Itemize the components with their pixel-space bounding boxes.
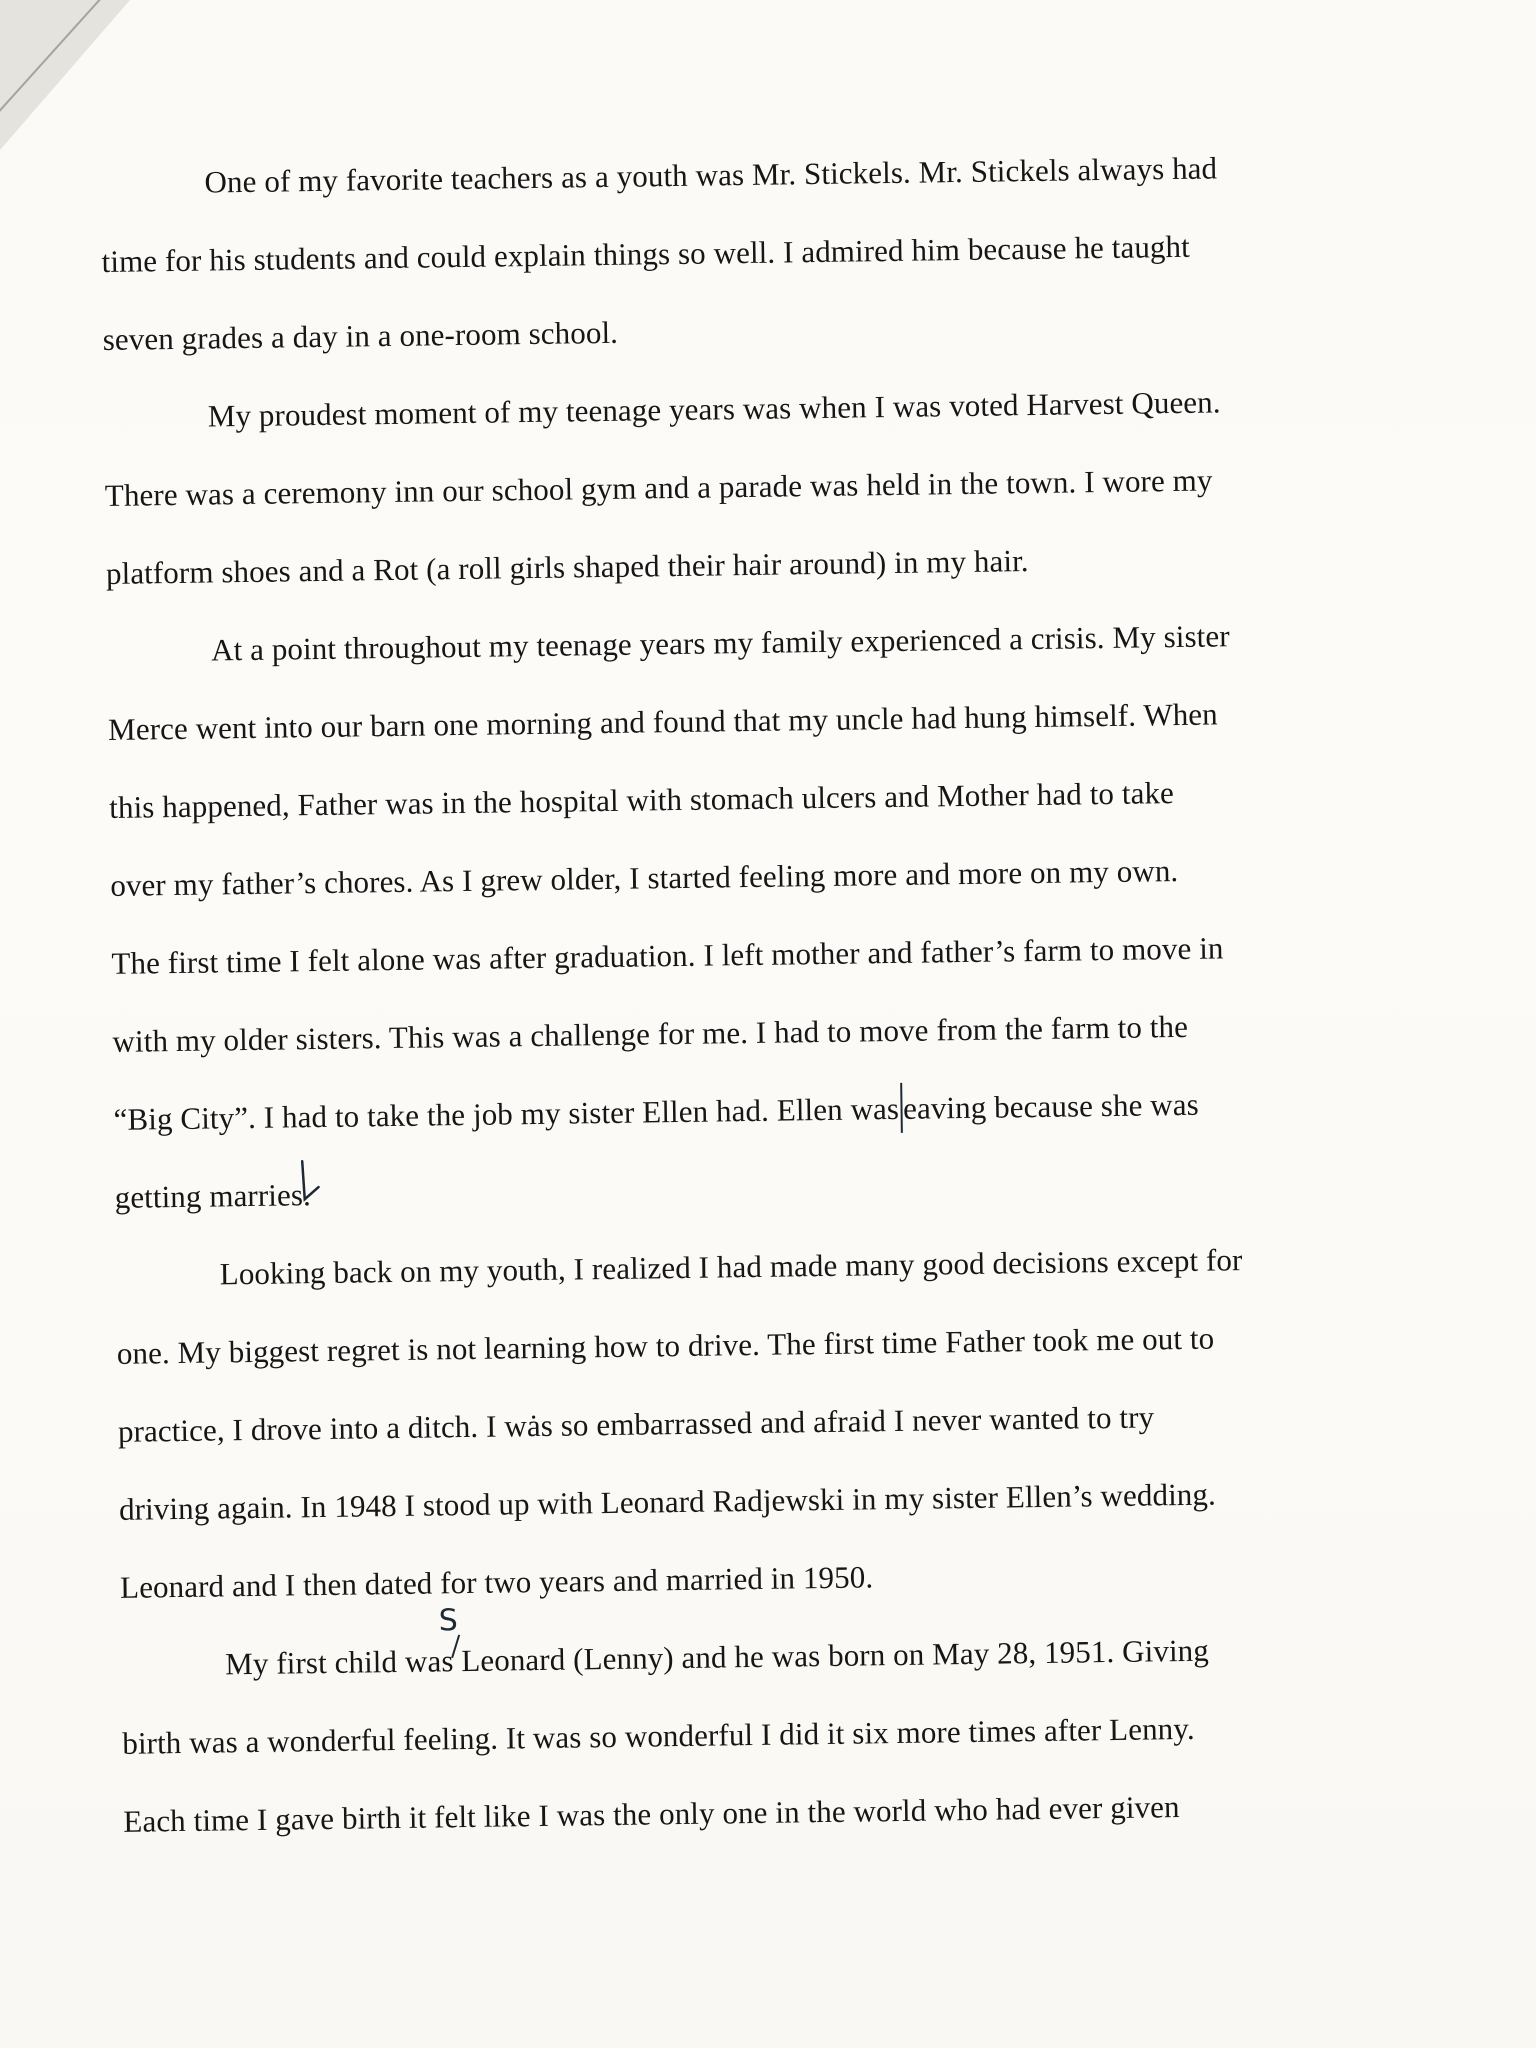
line-text: Each time I gave birth it felt like I was the only one in the world who had ever given [123, 1789, 1180, 1839]
line-text: Merce went into our barn one morning and found that my uncle had hung himself. When [107, 696, 1218, 747]
folded-corner [0, 0, 130, 150]
line-text: One of my favorite teachers as a youth was Mr. Stickels. Mr. Stickels always had [204, 150, 1218, 200]
typed-text-body [100, 127, 1414, 1861]
line-text: Looking back on my youth, I realized I had made many good decisions except for [219, 1242, 1243, 1292]
line-text: “Big City”. I had to take the job my sister Ellen had. Ellen was [113, 1090, 900, 1137]
line-text: time for his students and could explain things so well. I admired him because he taught [101, 228, 1191, 279]
handwritten-correction [438, 1603, 459, 1700]
line-text: birth was a wonderful feeling. It was so wonderful I did it six more times after Lenny. [122, 1710, 1195, 1761]
line-text: one. My biggest regret is not learning how to drive. The first time Father took me out to [116, 1320, 1215, 1371]
line-text: There was a ceremony inn our school gym and a parade was held in the town. I wore my [104, 462, 1213, 513]
line-text: driving again. In 1948 I stood up with Leonard Radjewski in my sister Ellen’s wedding. [118, 1476, 1217, 1527]
line-text: My first child wa [224, 1643, 442, 1682]
line-text: over my father’s chores. As I grew older, I started feeling more and more on my own. [110, 853, 1179, 903]
line-text: My proudest moment of my teenage years was when I was voted Harvest Queen. [207, 384, 1221, 434]
line-text: Leonard and I then dated for two years and married in 1950. [119, 1559, 874, 1605]
line-text: The first time I felt alone was after graduation. I left mother and father’s farm to move in [111, 930, 1224, 981]
struck-letter: s [441, 1643, 454, 1679]
line-text: Leonard (Lenny) and he was born on May 28, 1951. Giving [453, 1632, 1210, 1679]
line-text: platform shoes and a Rot (a roll girls shaped their hair around) in my hair. [105, 543, 1029, 591]
text-line [123, 1765, 1414, 1861]
line-text: eaving because she was [902, 1086, 1200, 1126]
line-text: with my older sisters. This was a challenge for me. I had to move from the farm to the [112, 1008, 1189, 1059]
inserted-letter: S [438, 1603, 459, 1639]
line-text: getting marries. [114, 1177, 312, 1215]
line-text: this happened, Father was in the hospital with stomach ulcers and Mother had to take [109, 775, 1175, 825]
line-text: practice, I drove into a ditch. I wȧs so embarrassed and afraid I never wanted to try [117, 1399, 1155, 1449]
line-text: seven grades a day in a one-room school. [102, 314, 619, 357]
line-text: At a point throughout my teenage years my family experienced a crisis. My sister [210, 618, 1230, 668]
